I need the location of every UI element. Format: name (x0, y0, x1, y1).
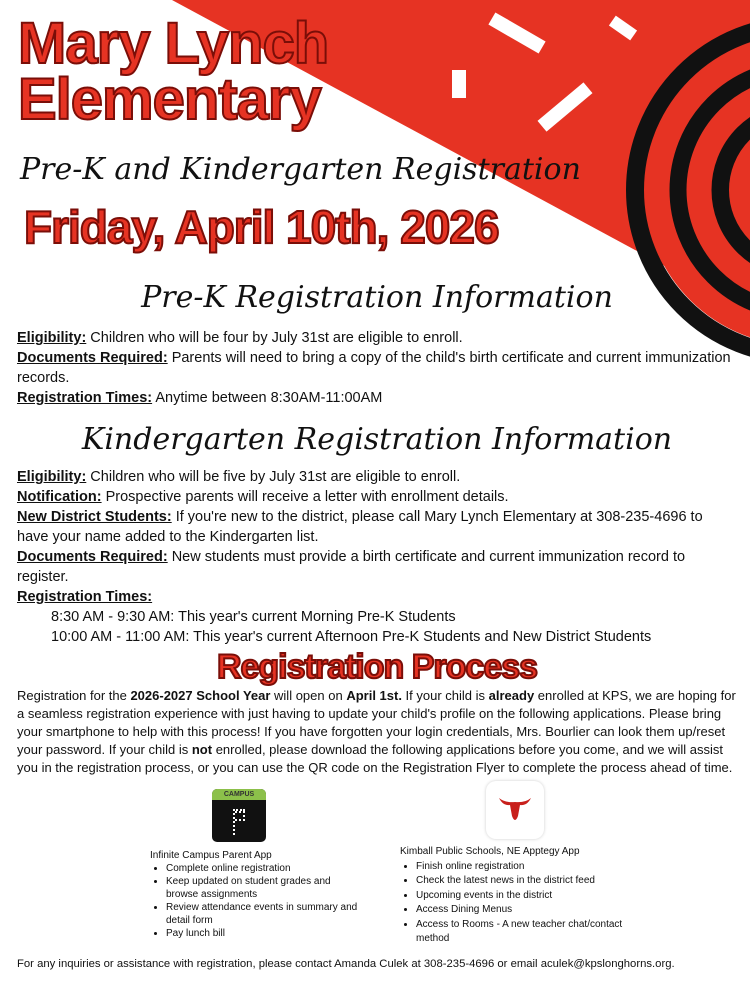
list-item: • Access to Rooms - A new teacher chat/contact method (416, 918, 630, 947)
text: Children who will be four by July 31st are eligible to enroll. (86, 330, 463, 346)
label: Documents Required: (17, 549, 168, 565)
subtitle: Pre-K and Kindergarten Registration (20, 152, 581, 187)
text: April 1st. (346, 688, 402, 703)
list-item: • Review attendance events in summary and detail form (166, 901, 365, 927)
text: Anytime between 8:30AM-11:00AM (152, 390, 383, 406)
longhorn-icon (497, 796, 533, 824)
label: Notification: (17, 489, 102, 505)
app-title: Kimball Public Schools, NE Apptegy App (400, 846, 580, 857)
list-item: • Finish online registration (416, 860, 630, 875)
text: enrolled at KPS, we are hoping for a seamless registration experience with just having to update your child's profile on the following applications. Please bring your smartphone to help with this process! If you have forgotten your login credentials, Mrs. Bourlier can look them up/reset your password. If your child is (17, 688, 736, 757)
main-content (17, 276, 737, 972)
list-item: • Keep updated on student grades and browse assignments (166, 875, 365, 901)
prek-heading: Pre-K Registration Information (141, 280, 613, 315)
apptegy-info (400, 781, 630, 947)
text: Parents will need to bring a copy of the child's birth certificate and current immunization records. (17, 350, 731, 386)
apps-section (17, 781, 737, 947)
school-name-line1: Mary Lynch (18, 11, 329, 76)
time-slot: 10:00 AM - 11:00 AM: This year's current Afternoon Pre-K Students and New District Students (51, 629, 652, 645)
process-text (17, 687, 737, 777)
footer-contact: For any inquiries or assistance with registration, please contact Amanda Culek at 308-235-4696 or email aculek@kpslonghorns.org. (17, 957, 675, 970)
label: Registration Times: (17, 589, 153, 605)
list-item: • Complete online registration (166, 862, 365, 875)
text: already (488, 688, 535, 703)
text: New students must provide a birth certificate and current immunization record to register. (17, 549, 686, 585)
kinder-heading: Kindergarten Registration Information (81, 422, 673, 457)
kinder-info (17, 467, 737, 647)
text: enrolled, please download the following applications before you come, and we will assist you in the registration process, or you can use the QR code on the Registration Flyer to complete the process ahead of time. (17, 742, 733, 775)
list-item: • Upcoming events in the district (416, 889, 630, 904)
list-item: • Access Dining Menus (416, 903, 630, 918)
text: If you're new to the district, please call Mary Lynch Elementary at 308-235-4696 to have your name added to the Kindergarten list. (17, 509, 703, 545)
time-slot: 8:30 AM - 9:30 AM: This year's current Morning Pre-K Students (51, 609, 456, 625)
text: not (191, 742, 213, 757)
text: Registration for the (17, 688, 131, 703)
list-item: • Pay lunch bill (166, 927, 365, 940)
text: Prospective parents will receive a letter with enrollment details. (101, 489, 509, 505)
prek-info (17, 328, 737, 408)
text: will open on (270, 688, 347, 703)
text: 2026-2027 School Year (130, 688, 271, 703)
icon-label: CAMPUS (212, 789, 266, 800)
list-item: • Check the latest news in the district feed (416, 874, 630, 889)
apptegy-longhorn-app-icon (486, 781, 544, 839)
text: Children who will be five by July 31st are eligible to enroll. (86, 469, 461, 485)
flag-icon (233, 809, 245, 835)
event-date: Friday, April 10th, 2026 (24, 201, 499, 253)
label: Eligibility: (17, 330, 87, 346)
label: Eligibility: (17, 469, 87, 485)
label: Registration Times: (17, 390, 153, 406)
app-title: Infinite Campus Parent App (150, 850, 272, 861)
infinite-campus-info (150, 781, 365, 947)
text: If your child is (401, 688, 489, 703)
label: Documents Required: (17, 350, 168, 366)
infinite-campus-app-icon (212, 789, 266, 842)
process-heading: Registration Process (216, 648, 538, 686)
label: New District Students: (17, 509, 172, 525)
school-name-line2: Elementary (18, 67, 321, 132)
